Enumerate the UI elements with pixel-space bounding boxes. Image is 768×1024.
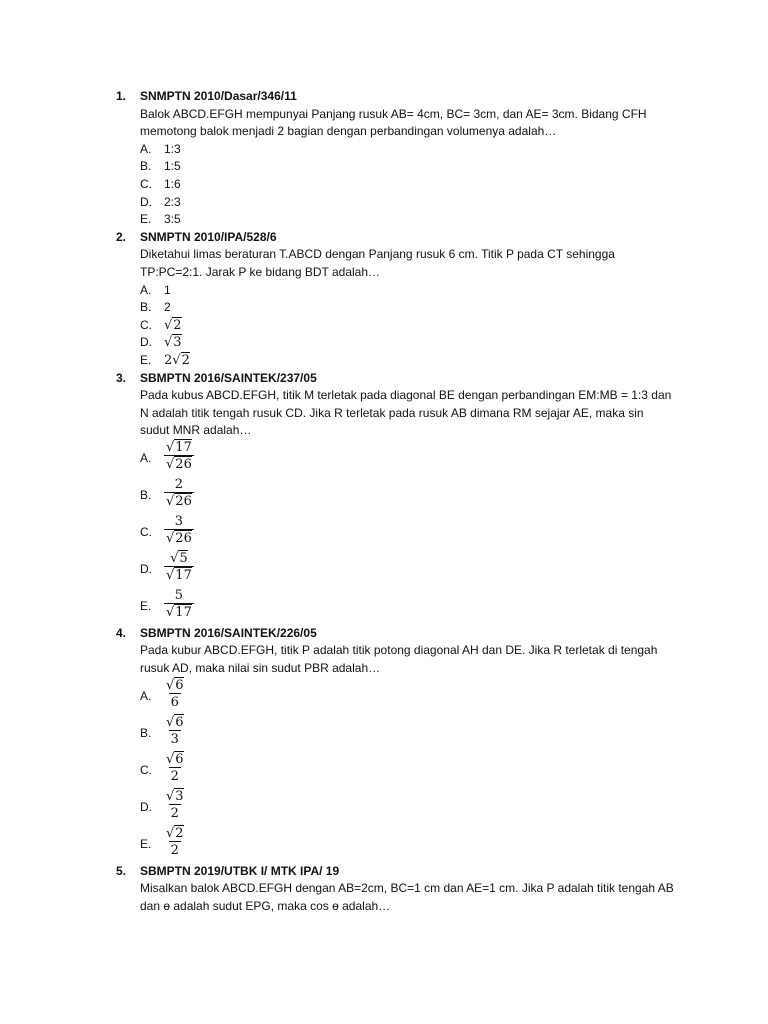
- option-c: [140, 176, 676, 194]
- option-value: 1:5: [164, 159, 181, 174]
- option-value: 2: [164, 300, 171, 315]
- option-value: [164, 317, 182, 333]
- numerator: [164, 715, 186, 730]
- question-source: SBMPTN 2016/SAINTEK/226/05: [140, 625, 317, 640]
- question-2: [116, 229, 676, 370]
- option-label: A.: [140, 450, 152, 465]
- option-label: D.: [140, 799, 152, 814]
- radicand: 6: [175, 751, 184, 767]
- fraction: [164, 826, 186, 858]
- radical-sign: √: [166, 714, 175, 730]
- sqrt-expression: [166, 567, 192, 583]
- option-label: C.: [140, 762, 152, 777]
- denominator-value: 2: [170, 768, 179, 784]
- radical-sign: √: [170, 550, 179, 566]
- sqrt-expression: [166, 714, 184, 730]
- radical-sign: √: [166, 567, 175, 583]
- question-text: Misalkan balok ABCD.EFGH dengan AB=2cm, BC=1 cm dan AE=1 cm. Jika P adalah titik tengah AB dan ɵ adalah sudut EPG, maka cos ɵ adalah…: [140, 881, 674, 913]
- denominator: [164, 603, 194, 620]
- option-value: [164, 715, 186, 747]
- option-value: [164, 551, 194, 583]
- option-value: [164, 334, 182, 350]
- option-label: E.: [140, 352, 152, 367]
- radicand: 17: [175, 567, 192, 583]
- numerator: [164, 440, 194, 455]
- question-5: [116, 863, 676, 916]
- question-text: Diketahui limas beraturan T.ABCD dengan Panjang rusuk 6 cm. Titik P pada CT sehingga TP:PC=2:1. Jarak P ke bidang BDT adalah…: [140, 247, 615, 279]
- question-text: Pada kubur ABCD.EFGH, titik P adalah titik potong diagonal AH dan DE. Jika R terletak di tengah rusuk AD, maka nilai sin sudut PBR adalah…: [140, 643, 658, 676]
- option-value: [164, 514, 194, 546]
- option-value: [164, 789, 186, 821]
- denominator: [169, 767, 181, 784]
- option-label: D.: [140, 561, 152, 576]
- option-b: [140, 477, 676, 514]
- question-4: [116, 625, 676, 863]
- question-source: SNMPTN 2010/Dasar/346/11: [140, 89, 297, 103]
- option-label: B.: [140, 159, 152, 174]
- option-value: [164, 477, 194, 509]
- fraction: [164, 514, 194, 546]
- fraction: [164, 551, 194, 583]
- coefficient: 2: [164, 352, 173, 368]
- option-label: C.: [140, 524, 152, 539]
- sqrt-expression: [164, 317, 182, 333]
- fraction: [164, 588, 194, 620]
- radicand: 3: [175, 788, 184, 804]
- option-label: B.: [140, 300, 152, 315]
- denominator: [169, 841, 181, 858]
- sqrt-expression: [170, 550, 188, 566]
- radicand: 6: [175, 714, 184, 730]
- option-c: [140, 752, 676, 789]
- option-e: [140, 352, 676, 370]
- radicand: 6: [175, 677, 184, 693]
- denominator-value: 2: [170, 805, 179, 821]
- radical-sign: √: [164, 335, 173, 351]
- option-value: 1:6: [164, 176, 181, 191]
- option-label: E.: [140, 598, 152, 613]
- option-label: D.: [140, 335, 152, 350]
- option-label: D.: [140, 194, 152, 209]
- sqrt-expression: [164, 334, 182, 350]
- option-label: E.: [140, 212, 152, 227]
- numerator: [164, 826, 186, 841]
- option-value: [164, 678, 186, 710]
- question-source: SBMPTN 2016/SAINTEK/237/05: [140, 370, 317, 385]
- radicand: 2: [175, 825, 184, 841]
- question-source: SBMPTN 2019/UTBK I/ MTK IPA/ 19: [140, 863, 340, 878]
- radicand: 2: [181, 352, 190, 368]
- option-value: [164, 826, 186, 858]
- question-list: [116, 88, 676, 915]
- numerator-value: 2: [174, 476, 184, 492]
- sqrt-expression: [166, 825, 184, 841]
- option-b: [140, 299, 676, 317]
- sqrt-expression: [166, 751, 184, 767]
- question-text: Pada kubus ABCD.EFGH, titik M terletak pada diagonal BE dengan perbandingan EM:MB = 1:3 dan N adalah titik tengah rusuk CD. Jika R terletak pada rusuk AB dimana RM sejajar AE, maka sin sudut MNR adalah…: [140, 388, 672, 438]
- radicand: 17: [175, 604, 192, 620]
- numerator-value: 5: [174, 587, 184, 603]
- question-number: 3.: [116, 370, 127, 385]
- numerator: [164, 752, 186, 767]
- question-3: [116, 370, 676, 625]
- radical-sign: √: [172, 352, 181, 368]
- sqrt-expression: [166, 788, 184, 804]
- option-label: A.: [140, 282, 152, 297]
- denominator: [169, 693, 181, 710]
- denominator: [169, 730, 181, 747]
- denominator: [164, 529, 194, 546]
- radicand: 26: [175, 530, 192, 546]
- radicand: 17: [175, 439, 192, 455]
- question-source: SNMPTN 2010/IPA/528/6: [140, 229, 277, 244]
- option-e: [140, 211, 676, 229]
- radicand: 26: [175, 493, 192, 509]
- option-b: [140, 158, 676, 176]
- denominator-value: 2: [170, 842, 179, 858]
- numerator: [168, 551, 190, 566]
- numerator: [173, 588, 185, 603]
- option-label: E.: [140, 836, 152, 851]
- denominator: [164, 455, 194, 472]
- question-text: Balok ABCD.EFGH mempunyai Panjang rusuk AB= 4cm, BC= 3cm, dan AE= 3cm. Bidang CFH memotong balok menjadi 2 bagian dengan perbandingan volumenya adalah…: [140, 106, 647, 139]
- radical-sign: √: [164, 317, 173, 333]
- sqrt-expression: [166, 456, 192, 472]
- option-d: [140, 789, 676, 826]
- fraction: [164, 477, 194, 509]
- option-c: [140, 317, 676, 335]
- option-value: [164, 440, 194, 472]
- numerator: [164, 678, 186, 693]
- numerator: [173, 477, 185, 492]
- option-label: A.: [140, 688, 152, 703]
- fraction: [164, 752, 186, 784]
- option-value: 1:3: [164, 141, 181, 156]
- option-e: [140, 588, 676, 625]
- sqrt-expression: [172, 352, 190, 368]
- radical-sign: √: [166, 825, 175, 841]
- fraction: [164, 715, 186, 747]
- question-1: [116, 88, 676, 229]
- denominator: [164, 566, 194, 583]
- question-number: 1.: [116, 89, 127, 103]
- radical-sign: √: [166, 493, 175, 509]
- radicand: 26: [175, 456, 192, 472]
- radical-sign: √: [166, 530, 175, 546]
- numerator: [173, 514, 185, 529]
- option-value: [164, 752, 186, 784]
- option-value: [164, 588, 194, 620]
- option-a: [140, 440, 676, 477]
- sqrt-expression: [166, 604, 192, 620]
- radicand: 5: [179, 550, 188, 566]
- option-label: B.: [140, 487, 152, 502]
- radical-sign: √: [166, 604, 175, 620]
- fraction: [164, 789, 186, 821]
- option-d: [140, 194, 676, 212]
- option-value: 1: [164, 282, 171, 297]
- option-a: [140, 282, 676, 300]
- option-value: 3:5: [164, 212, 181, 227]
- sqrt-expression: [166, 530, 192, 546]
- option-label: C.: [140, 176, 152, 191]
- sqrt-expression: [166, 677, 184, 693]
- sqrt-expression: [166, 493, 192, 509]
- denominator: [169, 804, 181, 821]
- question-number: 4.: [116, 625, 127, 640]
- fraction: [164, 440, 194, 472]
- numerator-value: 3: [174, 513, 184, 529]
- option-value: 2:3: [164, 194, 181, 209]
- fraction: [164, 678, 186, 710]
- radical-sign: √: [166, 677, 175, 693]
- option-a: [140, 141, 676, 159]
- option-a: [140, 678, 676, 715]
- denominator: [164, 492, 194, 509]
- option-c: [140, 514, 676, 551]
- radical-sign: √: [166, 456, 175, 472]
- radical-sign: √: [166, 439, 175, 455]
- denominator-value: 3: [170, 731, 179, 747]
- radicand: 2: [173, 317, 182, 333]
- option-label: C.: [140, 317, 152, 332]
- option-d: [140, 334, 676, 352]
- option-label: B.: [140, 725, 152, 740]
- sqrt-expression: [166, 439, 192, 455]
- question-number: 5.: [116, 863, 127, 878]
- option-d: [140, 551, 676, 588]
- denominator-value: 6: [170, 694, 179, 710]
- option-e: [140, 826, 676, 863]
- radical-sign: √: [166, 788, 175, 804]
- question-number: 2.: [116, 229, 127, 244]
- numerator: [164, 789, 186, 804]
- radicand: 3: [173, 335, 182, 351]
- option-b: [140, 715, 676, 752]
- option-value: [164, 352, 190, 368]
- option-label: A.: [140, 141, 152, 156]
- radical-sign: √: [166, 751, 175, 767]
